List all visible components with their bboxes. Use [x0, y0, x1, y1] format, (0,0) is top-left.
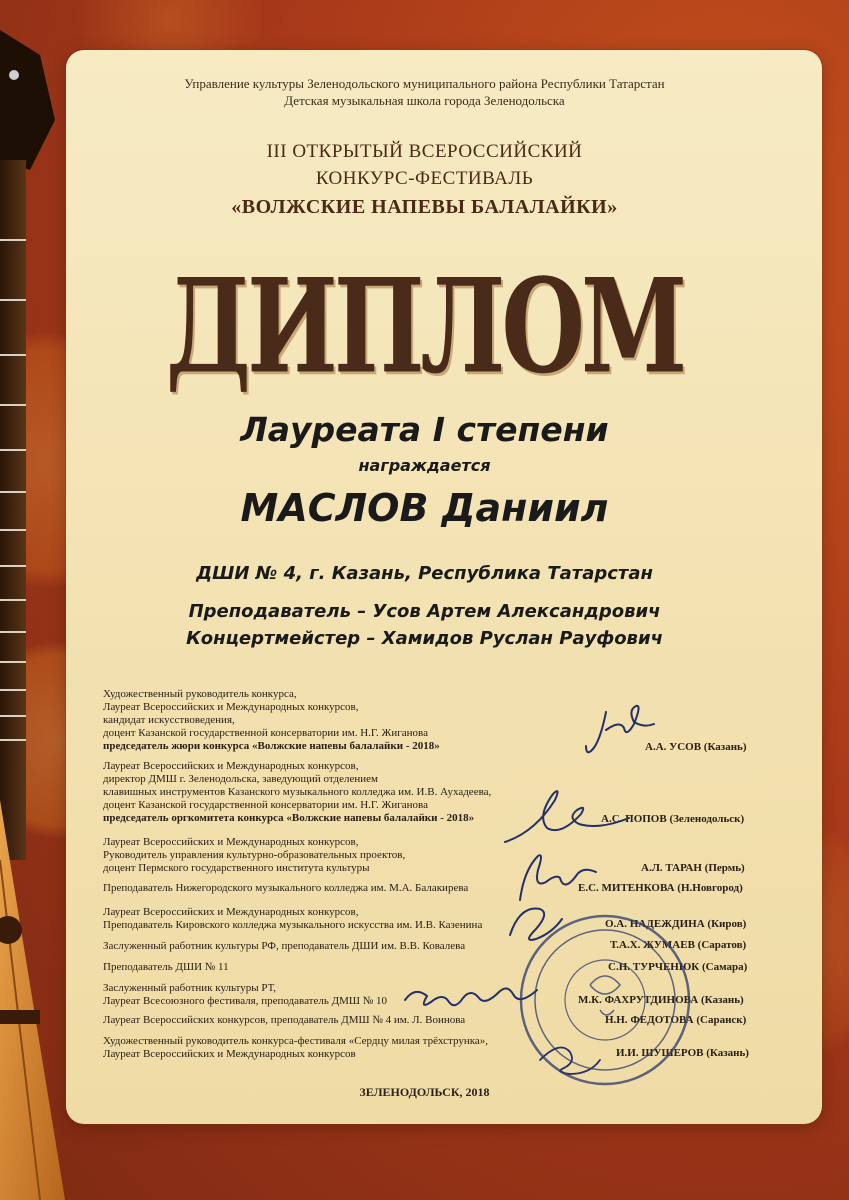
jury-description: Художественный руководитель конкурса,	[103, 688, 297, 700]
teacher-line: Преподаватель – Усов Артем Александрович	[188, 601, 661, 622]
school-organizer-line: Детская музыкальная школа города Зеленодольска	[284, 93, 565, 108]
contest-title-line1: III ОТКРЫТЫЙ ВСЕРОССИЙСКИЙ	[266, 141, 583, 162]
jury-member-name: С.Н. ТУРЧЕНЮК (Самара)	[608, 961, 748, 973]
jury-description: Руководитель управления культурно-образовательных проектов,	[103, 849, 406, 861]
jury-description: Преподаватель Кировского колледжа музыкального искусства им. И.В. Казенина	[103, 919, 483, 931]
jury-member-name: А.Л. ТАРАН (Пермь)	[641, 862, 745, 874]
jury-description: председатель жюри конкурса «Волжские напевы балалайки - 2018»	[103, 740, 440, 752]
recipient-name: МАСЛОВ Даниил	[240, 486, 609, 530]
jury-member-name: Е.С. МИТЕНКОВА (Н.Новгород)	[578, 882, 743, 894]
diploma-title: ДИПЛОМ	[165, 250, 684, 403]
jury-member-name: М.К. ФАХРУТДИНОВА (Казань)	[578, 994, 744, 1006]
place-and-year: ЗЕЛЕНОДОЛЬСК, 2018	[359, 1085, 490, 1099]
jury-member-name: А.С. ПОПОВ (Зеленодольск)	[601, 813, 745, 825]
awarded-label: награждается	[358, 456, 491, 475]
jury-member-name: И.И. ШУШЕРОВ (Казань)	[616, 1047, 749, 1059]
jury-description: Лауреат Всероссийских и Международных конкурсов,	[103, 760, 359, 772]
jury-description: Лауреат Всероссийских и Международных конкурсов,	[103, 701, 359, 713]
jury-description: Лауреат Всероссийских конкурсов, преподаватель ДМШ № 4 им. Л. Воинова	[103, 1014, 466, 1026]
contest-title-line3: «ВОЛЖСКИЕ НАПЕВЫ БАЛАЛАЙКИ»	[231, 196, 618, 218]
jury-member-name: О.А. НАДЕЖДИНА (Киров)	[605, 918, 747, 930]
jury-description: директор ДМШ г. Зеленодольска, заведующий отделением	[103, 773, 378, 785]
jury-description: Преподаватель Нижегородского музыкального колледжа им. М.А. Балакирева	[103, 882, 469, 894]
jury-description: Заслуженный работник культуры РТ,	[103, 982, 276, 994]
jury-description: Лауреат Всероссийских и Международных конкурсов	[103, 1048, 356, 1060]
jury-description: Лауреат Всероссийских и Международных конкурсов,	[103, 906, 359, 918]
jury-description: кандидат искусствоведения,	[103, 714, 235, 726]
jury-description: доцент Казанской государственной консерватории им. Н.Г. Жиганова	[103, 727, 428, 739]
jury-description: Заслуженный работник культуры РФ, преподаватель ДШИ им. В.В. Ковалева	[103, 940, 466, 952]
recipient-school: ДШИ № 4, г. Казань, Республика Татарстан	[196, 563, 653, 584]
jury-description: председатель оргкомитета конкурса «Волжские напевы балалайки - 2018»	[103, 812, 475, 824]
jury-member-name: Т.А.Х. ЖУМАЕВ (Саратов)	[610, 939, 747, 951]
jury-member-name: Н.Н. ФЕДОТОВА (Саранск)	[605, 1014, 747, 1026]
jury-description: доцент Пермского государственного института культуры	[103, 862, 370, 874]
contest-title-line2: КОНКУРС-ФЕСТИВАЛЬ	[315, 168, 534, 189]
laureate-degree: Лауреата I степени	[240, 410, 609, 449]
accompanist-line: Концертмейстер – Хамидов Руслан Рауфович	[186, 628, 663, 649]
jury-description: Лауреат Всероссийских и Международных конкурсов,	[103, 836, 359, 848]
jury-description: Художественный руководитель конкурса-фестиваля «Сердцу милая трёхструнка»,	[103, 1035, 489, 1047]
organizer-line: Управление культуры Зеленодольского муниципального района Республики Татарстан	[184, 76, 665, 91]
jury-member-name: А.А. УСОВ (Казань)	[645, 741, 747, 753]
jury-description: доцент Казанской государственной консерватории им. Н.Г. Жиганова	[103, 799, 428, 811]
jury-description: Преподаватель ДШИ № 11	[103, 961, 229, 973]
jury-description: Лауреат Всесоюзного фестиваля, преподаватель ДМШ № 10	[103, 995, 388, 1007]
jury-description: клавишных инструментов Казанского музыкального колледжа им. И.В. Аухадеева,	[103, 786, 492, 798]
